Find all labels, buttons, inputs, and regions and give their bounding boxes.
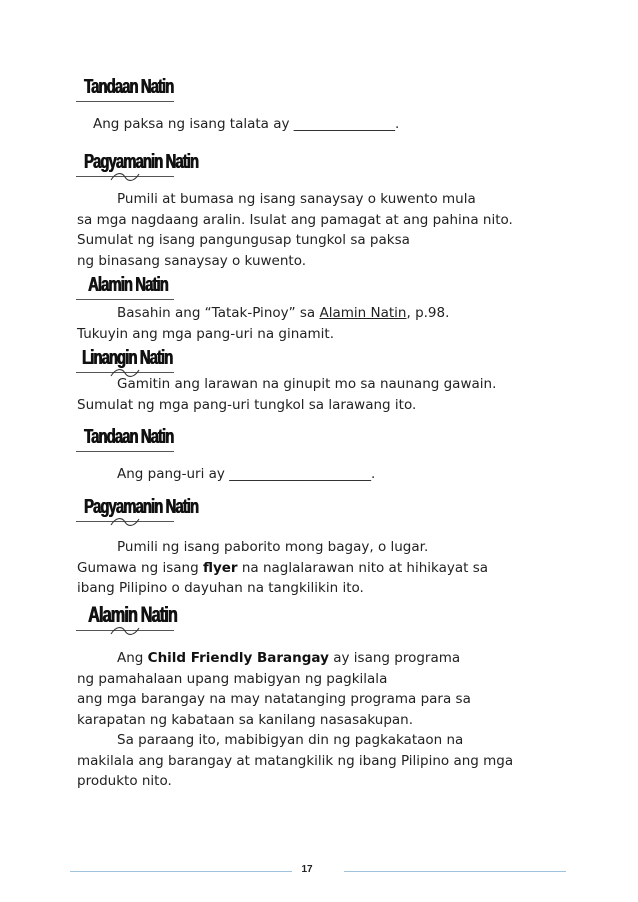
swirl-ornament-icon	[110, 625, 140, 637]
bold-term-child-friendly-barangay: Child Friendly Barangay	[147, 650, 329, 666]
footer-rule-right	[344, 871, 566, 872]
section-heading-alamin-1	[76, 266, 176, 304]
section-heading-linangin	[76, 339, 176, 377]
heading-text: Pagyamanin Natin	[84, 496, 199, 518]
page-number: 17	[301, 864, 313, 875]
section-heading-tandaan-1	[76, 68, 176, 106]
paragraph-pagyamanin-1	[77, 189, 577, 271]
heading-rule	[76, 451, 174, 452]
paragraph-alamin-2	[77, 648, 577, 792]
heading-text: Linangin Natin	[82, 347, 173, 369]
text-line: Gamitin ang larawan na ginupit mo sa naunang gawain.	[117, 376, 497, 392]
paragraph-alamin-1	[77, 303, 577, 344]
heading-text: Tandaan Natin	[84, 426, 174, 448]
text-line	[77, 648, 577, 669]
text-line: ng binasang sanaysay o kuwento.	[77, 252, 307, 269]
text-run: , p.98.	[406, 305, 450, 321]
section-heading-pagyamanin-1	[76, 143, 199, 181]
text-line: Pumili ng isang paborito mong bagay, o lugar.	[117, 539, 429, 555]
text-line: sa mga nagdaang aralin. Isulat ang pamagat at ang pahina nito.	[77, 211, 513, 228]
paragraph-linangin	[77, 374, 577, 415]
text-line: produkto nito.	[77, 773, 172, 789]
text-line: karapatan ng kabataan sa kanilang nasasakupan.	[77, 711, 414, 728]
text-run: Basahin ang “Tatak-Pinoy” sa	[117, 305, 320, 321]
heading-rule	[76, 101, 174, 102]
text-line: Ang pang-uri ay _____________________.	[117, 466, 376, 482]
text-run: ay isang programa	[328, 650, 461, 666]
text-line: Sumulat ng isang pangungusap tungkol sa paksa	[77, 232, 410, 248]
text-run: Ang	[117, 650, 148, 666]
heading-text: Alamin Natin	[88, 602, 177, 627]
alamin-natin-reference: Alamin Natin	[319, 305, 407, 321]
swirl-ornament-icon	[110, 516, 140, 528]
text-line: Tukuyin ang mga pang-uri na ginamit.	[77, 325, 335, 342]
text-run: na naglalarawan nito at hihikayat sa	[237, 559, 489, 576]
paragraph-tandaan-2	[77, 464, 577, 485]
text-line	[77, 303, 577, 324]
text-line: Pumili at bumasa ng isang sanaysay o kuwento mula	[117, 191, 476, 207]
heading-rule	[76, 299, 174, 300]
heading-text: Tandaan Natin	[84, 76, 174, 98]
text-run: Gumawa ng isang	[77, 559, 203, 576]
text-line: makilala ang barangay at matangkilik ng ibang Pilipino ang mga	[77, 752, 514, 769]
text-line: ng pamahalaan upang mabigyan ng pagkilala	[77, 670, 388, 687]
section-heading-pagyamanin-2	[76, 488, 199, 526]
text-line: Sumulat ng mga pang-uri tungkol sa larawang ito.	[77, 396, 417, 413]
heading-text: Pagyamanin Natin	[84, 151, 199, 173]
bold-term-flyer: flyer	[202, 559, 238, 576]
text-line: ang mga barangay na may natatanging programa para sa	[77, 691, 471, 707]
footer-rule-left	[70, 871, 292, 872]
section-heading-tandaan-2	[76, 418, 176, 456]
heading-text: Alamin Natin	[88, 274, 168, 296]
swirl-ornament-icon	[110, 171, 140, 183]
text-line: Ang paksa ng isang talata ay _______________.	[93, 116, 400, 132]
text-line: ibang Pilipino o dayuhan na tangkilikin ito.	[77, 580, 364, 596]
paragraph-tandaan-1	[93, 114, 593, 135]
text-line: Sa paraang ito, mabibigyan din ng pagkakataon na	[117, 732, 464, 748]
text-line	[77, 558, 577, 579]
section-heading-alamin-2	[76, 591, 176, 635]
paragraph-pagyamanin-2	[77, 537, 577, 599]
